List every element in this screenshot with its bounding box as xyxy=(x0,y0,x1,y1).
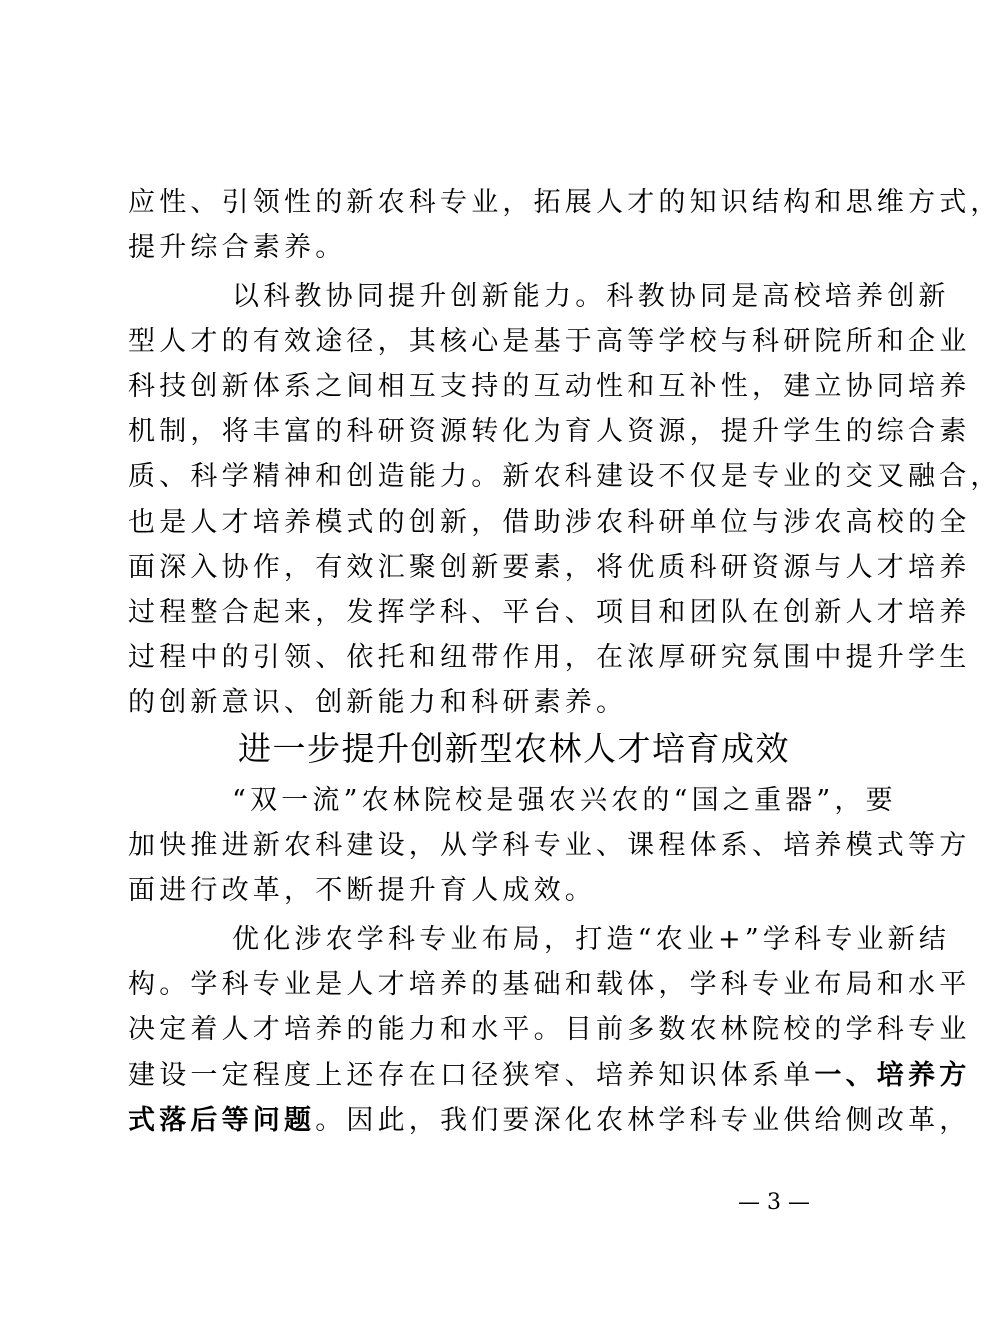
paragraph-4-line-5 xyxy=(128,1104,971,1138)
paragraph-4-line-4-regular: 建设一定程度上还存在口径狭窄、培养知识体系单 xyxy=(128,1060,815,1091)
page-number: — 3 — xyxy=(738,1190,810,1215)
paragraph-2-line-2: 型人才的有效途径，其核心是基于高等学校与科研院所和企业 xyxy=(128,326,971,357)
paragraph-3-line-1: “双一流”农林院校是强农兴农的“国之重器”，要 xyxy=(232,785,897,816)
section-heading: 进一步提升创新型农林人才培育成效 xyxy=(238,729,790,768)
paragraph-2-line-3: 科技创新体系之间相互支持的互动性和互补性，建立协同培养 xyxy=(128,371,971,402)
paragraph-4-line-2: 构。学科专业是人才培养的基础和载体，学科专业布局和水平 xyxy=(128,969,971,1000)
paragraph-2-line-6: 也是人才培养模式的创新，借助涉农科研单位与涉农高校的全 xyxy=(128,507,971,538)
paragraph-2-line-9: 过程中的引领、依托和纽带作用，在浓厚研究氛围中提升学生 xyxy=(128,642,971,673)
paragraph-2-line-7: 面深入协作，有效汇聚创新要素，将优质科研资源与人才培养 xyxy=(128,552,971,583)
paragraph-4-line-4 xyxy=(128,1059,971,1093)
paragraph-4-line-5-regular: 。因此，我们要深化农林学科专业供给侧改革， xyxy=(315,1105,971,1136)
paragraph-4-line-4-bold: 一、培养方 xyxy=(814,1060,971,1091)
paragraph-2-line-8: 过程整合起来，发挥学科、平台、项目和团队在创新人才培养 xyxy=(128,597,971,628)
paragraph-2-line-10: 的创新意识、创新能力和科研素养。 xyxy=(128,687,628,718)
paragraph-2-line-5: 质、科学精神和创造能力。新农科建设不仅是专业的交叉融合， xyxy=(128,461,1002,492)
paragraph-1-line-2: 提升综合素养。 xyxy=(128,232,347,263)
paragraph-4-line-1: 优化涉农学科专业布局，打造“农业+”学科专业新结 xyxy=(232,924,951,955)
paragraph-2-line-4: 机制，将丰富的科研资源转化为育人资源，提升学生的综合素 xyxy=(128,416,971,447)
paragraph-3-line-3: 面进行改革，不断提升育人成效。 xyxy=(128,875,596,906)
paragraph-4-line-3: 决定着人才培养的能力和水平。目前多数农林院校的学科专业 xyxy=(128,1014,971,1045)
paragraph-3-line-2: 加快推进新农科建设，从学科专业、课程体系、培养模式等方 xyxy=(128,830,971,861)
paragraph-1-line-1: 应性、引领性的新农科专业，拓展人才的知识结构和思维方式， xyxy=(128,187,1002,218)
paragraph-2-line-1: 以科教协同提升创新能力。科教协同是高校培养创新 xyxy=(232,281,950,312)
paragraph-4-line-5-bold: 式落后等问题 xyxy=(128,1105,316,1136)
